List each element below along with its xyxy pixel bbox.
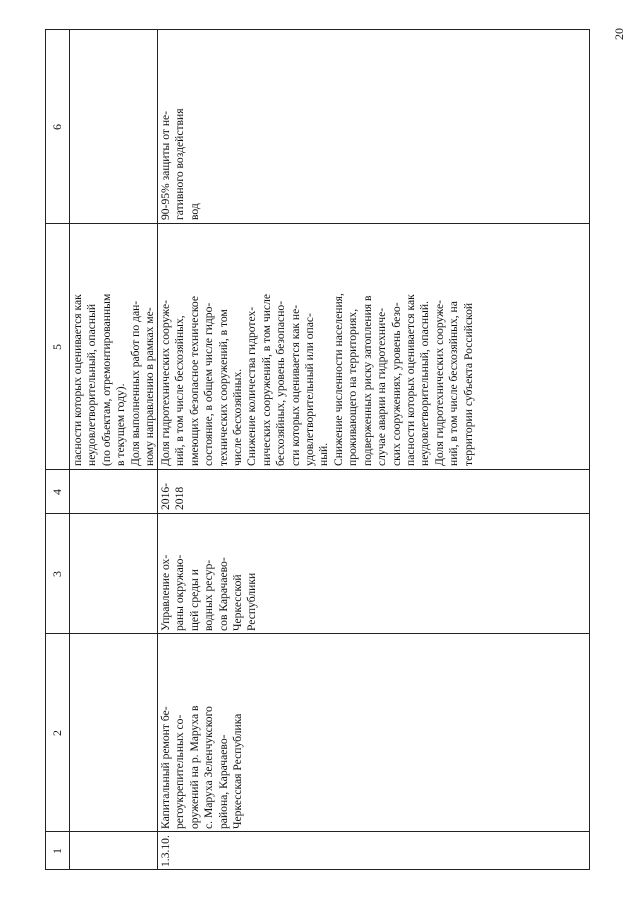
text-line: бесхозяйных, уровень безопасно- — [274, 300, 288, 466]
row-number — [159, 833, 173, 867]
text-line: Снижение количества гидротех- — [245, 306, 259, 466]
column-header: 2 — [49, 730, 64, 736]
text-line: числе бесхозяйных. — [231, 368, 245, 466]
column-header: 6 — [49, 124, 64, 130]
text-line: Капитальный ремонт бе- — [159, 706, 172, 829]
text-line: территории субъекта Российской — [461, 302, 475, 466]
text-line: района, Карачаево- — [216, 734, 230, 829]
text-line: неудовлетворительный, опасный — [85, 303, 99, 466]
period — [159, 470, 188, 510]
text-line: регоукрепительных со- — [173, 714, 187, 829]
text-line: с. Маруха Зеленчукского — [202, 706, 216, 829]
table-border-right — [45, 29, 590, 30]
continuation-indicators — [71, 228, 157, 466]
column-separator — [45, 513, 590, 514]
column-separator — [45, 831, 590, 832]
text-line: нических сооружений, в том числе — [259, 293, 273, 466]
text-line: удовлетворительный или опас- — [303, 313, 317, 466]
column-separator — [45, 469, 590, 470]
text-line: раны окружаю- — [173, 554, 187, 631]
text-line: технических сооружений, в том — [216, 309, 230, 466]
text-line: подверженных риску затопления в — [360, 295, 374, 466]
target-indicators — [159, 228, 589, 466]
executor — [159, 516, 260, 631]
text-line: вод — [187, 203, 201, 220]
column-header: 1 — [49, 848, 64, 854]
expected-result — [159, 34, 202, 220]
text-line: водных ресур- — [202, 559, 216, 631]
event-name — [159, 638, 245, 829]
table-border-bottom — [589, 29, 590, 870]
text-line: Доля выполненных работ по дан- — [128, 300, 142, 466]
table-border-left — [45, 869, 590, 870]
text-line: (по объектам, отремонтированным — [99, 293, 113, 466]
text-line: оружений на р. Маруха в — [187, 705, 201, 829]
text-line: ских сооружениях, уровень безо- — [389, 302, 403, 466]
column-separator — [45, 223, 590, 224]
text-line: Управление ох- — [159, 554, 172, 631]
column-header: 4 — [49, 489, 64, 495]
text-line: Республики — [245, 572, 259, 631]
page-number: 20 — [612, 28, 626, 40]
text-line: 2016- — [159, 482, 172, 510]
rotated-page — [45, 29, 590, 870]
row-number-text: 1.3.10. — [159, 835, 172, 867]
header-separator — [69, 29, 70, 870]
column-separator — [45, 633, 590, 634]
text-line: ному направлению в рамках ме- — [143, 307, 157, 466]
text-line: Доля гидротехнических сооруже- — [159, 300, 172, 466]
text-line: случае аварии на гидротехниче- — [375, 307, 389, 466]
column-header: 3 — [49, 571, 64, 577]
text-line: неудовлетворительный, опасный. — [418, 300, 432, 466]
text-line: ний, в том числе бесхозяйных, на — [447, 301, 461, 466]
text-line: сов Карачаево- — [216, 557, 230, 631]
text-line: проживающего на территориях, — [346, 308, 360, 466]
text-line: 2018 — [173, 486, 187, 510]
program-table — [45, 29, 590, 870]
text-line: в текущем году). — [114, 383, 128, 466]
text-line: имеющих безопасное техническое — [187, 295, 201, 466]
text-line: щей среды и — [187, 569, 201, 631]
text-line: Черкесской — [231, 574, 245, 631]
text-line: Снижение численности населения, — [331, 293, 345, 466]
text-line: Черкесская Республика — [231, 713, 245, 829]
text-line: сти которых оценивается как не- — [288, 304, 302, 466]
text-line: состояние, в общем числе гидро- — [202, 302, 216, 466]
text-line: пасности которых оценивается как — [71, 294, 84, 466]
text-line: ний, в том числе бесхозяйных, — [173, 315, 187, 466]
column-header: 5 — [49, 344, 64, 350]
text-line: Доля гидротехнических сооруже- — [432, 300, 446, 466]
text-line: пасности которых оценивается как — [403, 294, 417, 466]
row-separator — [157, 29, 158, 870]
text-line: ный. — [317, 442, 331, 466]
text-line: гативного воздействия — [173, 108, 187, 220]
text-line: 90-95% защиты от не- — [159, 110, 172, 220]
